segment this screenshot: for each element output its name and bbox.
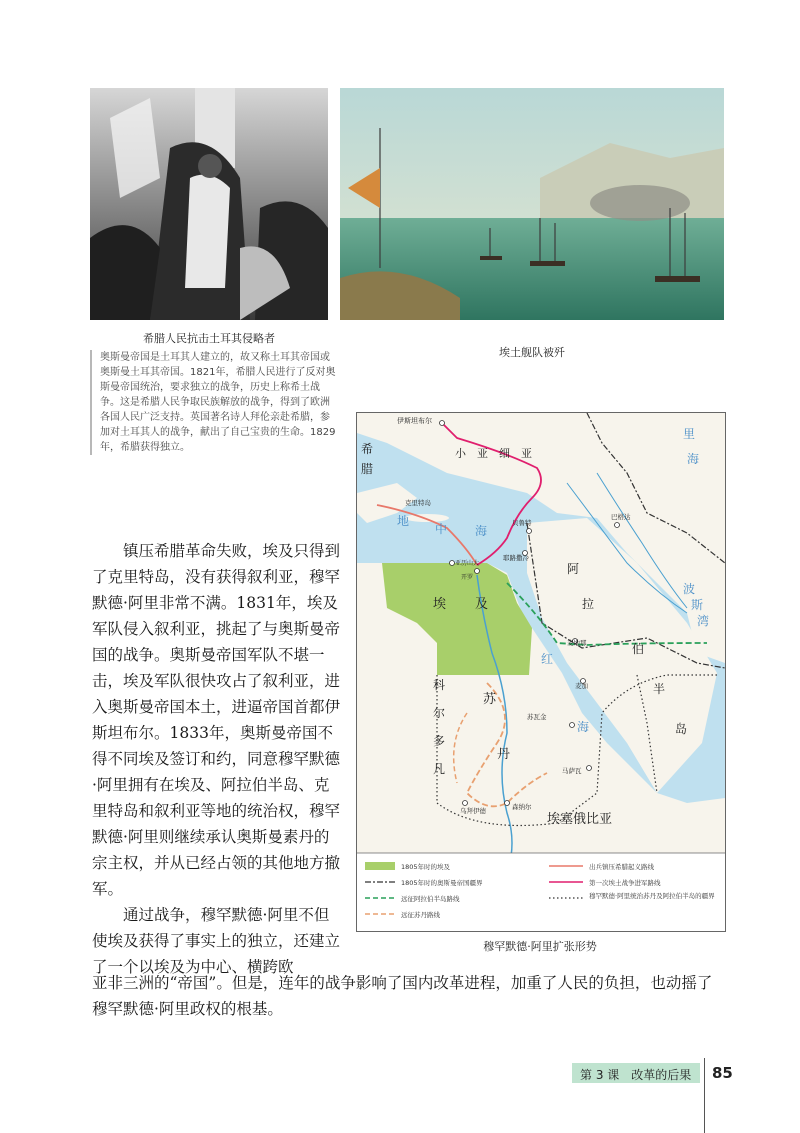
label-red-sea-2: 海 xyxy=(577,720,590,734)
legend-ali-border: 穆罕默德·阿里统治苏丹及阿拉伯半岛的疆界 xyxy=(589,892,715,900)
body-paragraph-2-part-2: 亚非三洲的“帝国”。但是，连年的战争影响了国内改革进程，加重了人民的负担，也动摇了穆罕默德·阿里政权的根基。 xyxy=(92,974,713,1018)
legend-egypt-1805: 1805年时的埃及 xyxy=(401,863,451,871)
label-greece-1: 希 xyxy=(361,442,374,456)
legend-greece-route: 出兵镇压希腊起义路线 xyxy=(589,863,654,871)
label-red-sea-1: 红 xyxy=(541,652,554,666)
label-cairo: 开罗 xyxy=(461,574,474,581)
label-massawa: 马萨瓦 xyxy=(562,767,582,775)
label-medina: 麦地那 xyxy=(567,639,587,647)
label-med-3: 海 xyxy=(475,524,488,538)
label-el-obeid: 乌拜伊德 xyxy=(460,807,486,815)
label-caspian-1: 里 xyxy=(683,427,696,441)
label-asia-minor: 小 亚 细 亚 xyxy=(455,447,532,460)
label-med-1: 地 xyxy=(397,514,410,528)
label-kordofan-2: 尔 xyxy=(433,706,446,720)
lesson-title: 第 3 课 改革的后果 xyxy=(580,1068,692,1082)
legend-war-route: 第一次埃土战争进军路线 xyxy=(589,879,661,887)
label-beirut: 贝鲁特 xyxy=(512,519,532,527)
sidebar-note: 奥斯曼帝国是土耳其人建立的，故又称土耳其帝国或奥斯曼土耳其帝国。1821年，希腊人民进行了反对奥斯曼帝国统治，要求独立的战争，历史上称希土战争。这是希腊人民争取民族解放的战争，得到了欧洲各国人民广泛支持。英国著名诗人拜伦亲赴希腊，参加对土耳其人的战争，献出了自己宝贵的生命。1829年，希腊获得独立。 xyxy=(90,350,336,455)
greek-fighters-photo xyxy=(90,88,328,320)
greek-fighters-caption: 希腊人民抗击土耳其侵略者 xyxy=(143,332,275,345)
label-egypt-1: 埃 xyxy=(433,597,447,612)
legend-arabia-route: 远征阿拉伯半岛路线 xyxy=(401,895,460,903)
label-mecca: 麦加 xyxy=(575,682,588,690)
label-greece-2: 腊 xyxy=(361,462,374,476)
label-gulf-1: 波 xyxy=(683,582,696,596)
label-crete: 克里特岛 xyxy=(405,499,431,507)
label-arabia-2: 拉 xyxy=(582,597,595,611)
label-baghdad: 巴格达 xyxy=(611,513,631,521)
label-gulf-2: 斯 xyxy=(691,598,704,612)
label-caspian-2: 海 xyxy=(687,452,700,466)
label-kordofan-4: 凡 xyxy=(433,762,446,776)
label-ethiopia: 埃塞俄比亚 xyxy=(547,812,613,827)
naval-battle-caption: 埃土舰队被歼 xyxy=(499,346,565,359)
map-caption: 穆罕默德·阿里扩张形势 xyxy=(483,940,597,953)
body-paragraph-2-part-1: 通过战争，穆罕默德·阿里不但使埃及获得了事实上的独立，还建立了一个以埃及为中心、横跨欧 xyxy=(92,906,341,976)
label-arabia-5: 岛 xyxy=(675,722,688,736)
label-alexandria: 亚历山大 xyxy=(455,560,480,567)
page-number: 85 xyxy=(712,1064,733,1082)
label-jerusalem: 耶路撒冷 xyxy=(503,554,529,562)
label-gulf-3: 湾 xyxy=(697,614,710,628)
label-arabia-3: 伯 xyxy=(632,642,645,656)
label-arabia-4: 半 xyxy=(653,682,666,696)
label-sennar: 森纳尔 xyxy=(512,803,532,811)
label-sudan-1: 苏 xyxy=(483,692,497,707)
label-suakin: 苏瓦金 xyxy=(527,713,547,721)
label-kordofan-3: 多 xyxy=(433,734,446,748)
footer-divider xyxy=(704,1058,705,1133)
legend-sudan-route: 远征苏丹路线 xyxy=(401,911,440,919)
label-arabia-1: 阿 xyxy=(567,562,580,576)
naval-battle-painting xyxy=(340,88,724,320)
legend-ottoman-border: 1805年时的奥斯曼帝国疆界 xyxy=(401,879,483,887)
label-egypt-2: 及 xyxy=(475,597,489,612)
label-istanbul: 伊斯坦布尔 xyxy=(397,417,432,425)
body-paragraph-1: 镇压希腊革命失败，埃及只得到了克里特岛，没有获得叙利亚，穆罕默德·阿里非常不满。1831年，埃及军队侵入叙利亚，挑起了与奥斯曼帝国的战争。奥斯曼帝国军队不堪一击，埃及军队很快攻占了叙利亚，进入奥斯曼帝国本土，进逼帝国首都伊斯坦布尔。1833年，奥斯曼帝国不得不同埃及签订和约，同意穆罕默德·阿里拥有在埃及、阿拉伯半岛、克里特岛和叙利亚等地的统治权，穆罕默德·阿里则继续承认奥斯曼素丹的宗主权，并从已经占领的其他地方撤军。 xyxy=(92,542,341,898)
label-kordofan-1: 科 xyxy=(433,678,446,692)
label-med-2: 中 xyxy=(435,522,448,536)
label-sudan-2: 丹 xyxy=(497,747,511,762)
expansion-map xyxy=(356,412,726,932)
